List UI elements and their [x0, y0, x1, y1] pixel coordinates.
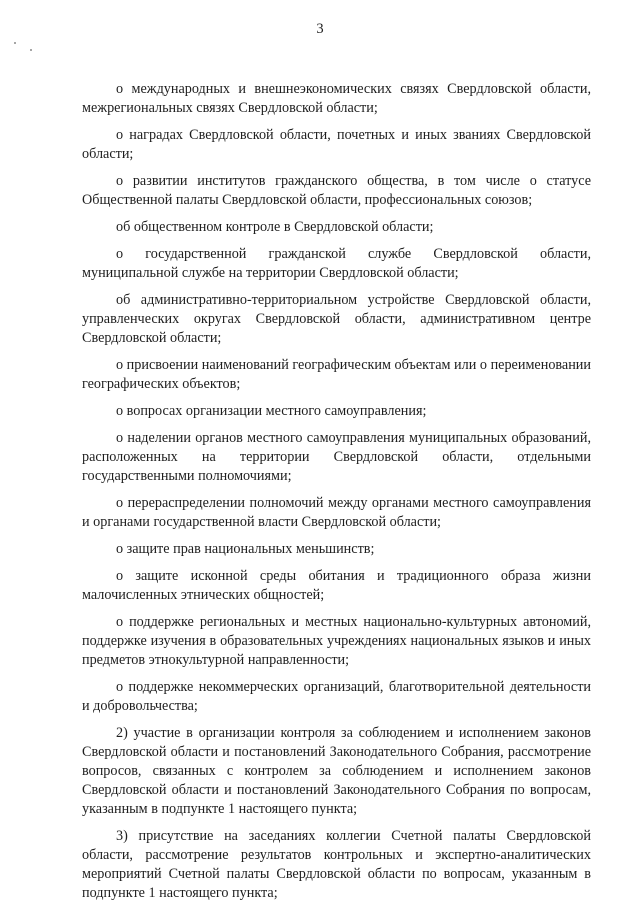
paragraph: о присвоении наименований географическим объектам или о переименовании географических объектов;	[82, 357, 591, 392]
scan-speck	[14, 42, 16, 44]
paragraph: о развитии институтов гражданского общества, в том числе о статусе Общественной палаты Свердловской области, профессиональных союзов;	[82, 173, 591, 208]
paragraph: 3) присутствие на заседаниях коллегии Счетной палаты Свердловской области, рассмотрение результатов контрольных и экспертно-аналитических мероприятий Счетной палаты Свердловской области по вопросам, указанным в подпункте 1 настоящего пункта;	[82, 828, 591, 901]
paragraph: о государственной гражданской службе Свердловской области, муниципальной службе на территории Свердловской области;	[82, 246, 591, 281]
paragraph: о защите прав национальных меньшинств;	[116, 541, 375, 557]
paragraph: о наградах Свердловской области, почетных и иных званиях Свердловской области;	[82, 127, 591, 162]
paragraph: о вопросах организации местного самоуправления;	[116, 403, 427, 419]
paragraph: о перераспределении полномочий между органами местного самоуправления и органами государственной власти Свердловской области;	[82, 495, 591, 530]
paragraph: об административно-территориальном устройстве Свердловской области, управленческих округах Свердловской области, административном центре Свердловской области;	[82, 292, 591, 346]
paragraph: об общественном контроле в Свердловской области;	[116, 219, 434, 235]
paragraph: 2) участие в организации контроля за соблюдением и исполнением законов Свердловской области и постановлений Законодательного Собрания, рассмотрение вопросов, связанных с контролем за соблюдением и исполнением законов Свердловской области и постановлений Законодательного Собрания по вопросам, указанным в подпункте 1 настоящего пункта;	[82, 725, 591, 817]
scan-speck	[30, 49, 32, 51]
paragraph: о наделении органов местного самоуправления муниципальных образований, расположенных на территории Свердловской области, отдельными государственными полномочиями;	[82, 430, 591, 484]
paragraph: о международных и внешнеэкономических связях Свердловской области, межрегиональных связях Свердловской области;	[82, 81, 591, 116]
page-number: 3	[316, 21, 324, 37]
paragraph: о защите исконной среды обитания и традиционного образа жизни малочисленных этнических общностей;	[82, 568, 591, 603]
paragraph: о поддержке некоммерческих организаций, благотворительной деятельности и добровольчества;	[82, 679, 591, 714]
document-body	[82, 80, 591, 911]
paragraph: о поддержке региональных и местных национально-культурных автономий, поддержке изучения в образовательных учреждениях национальных языков и иных предметов этнокультурной направленности;	[82, 614, 591, 668]
